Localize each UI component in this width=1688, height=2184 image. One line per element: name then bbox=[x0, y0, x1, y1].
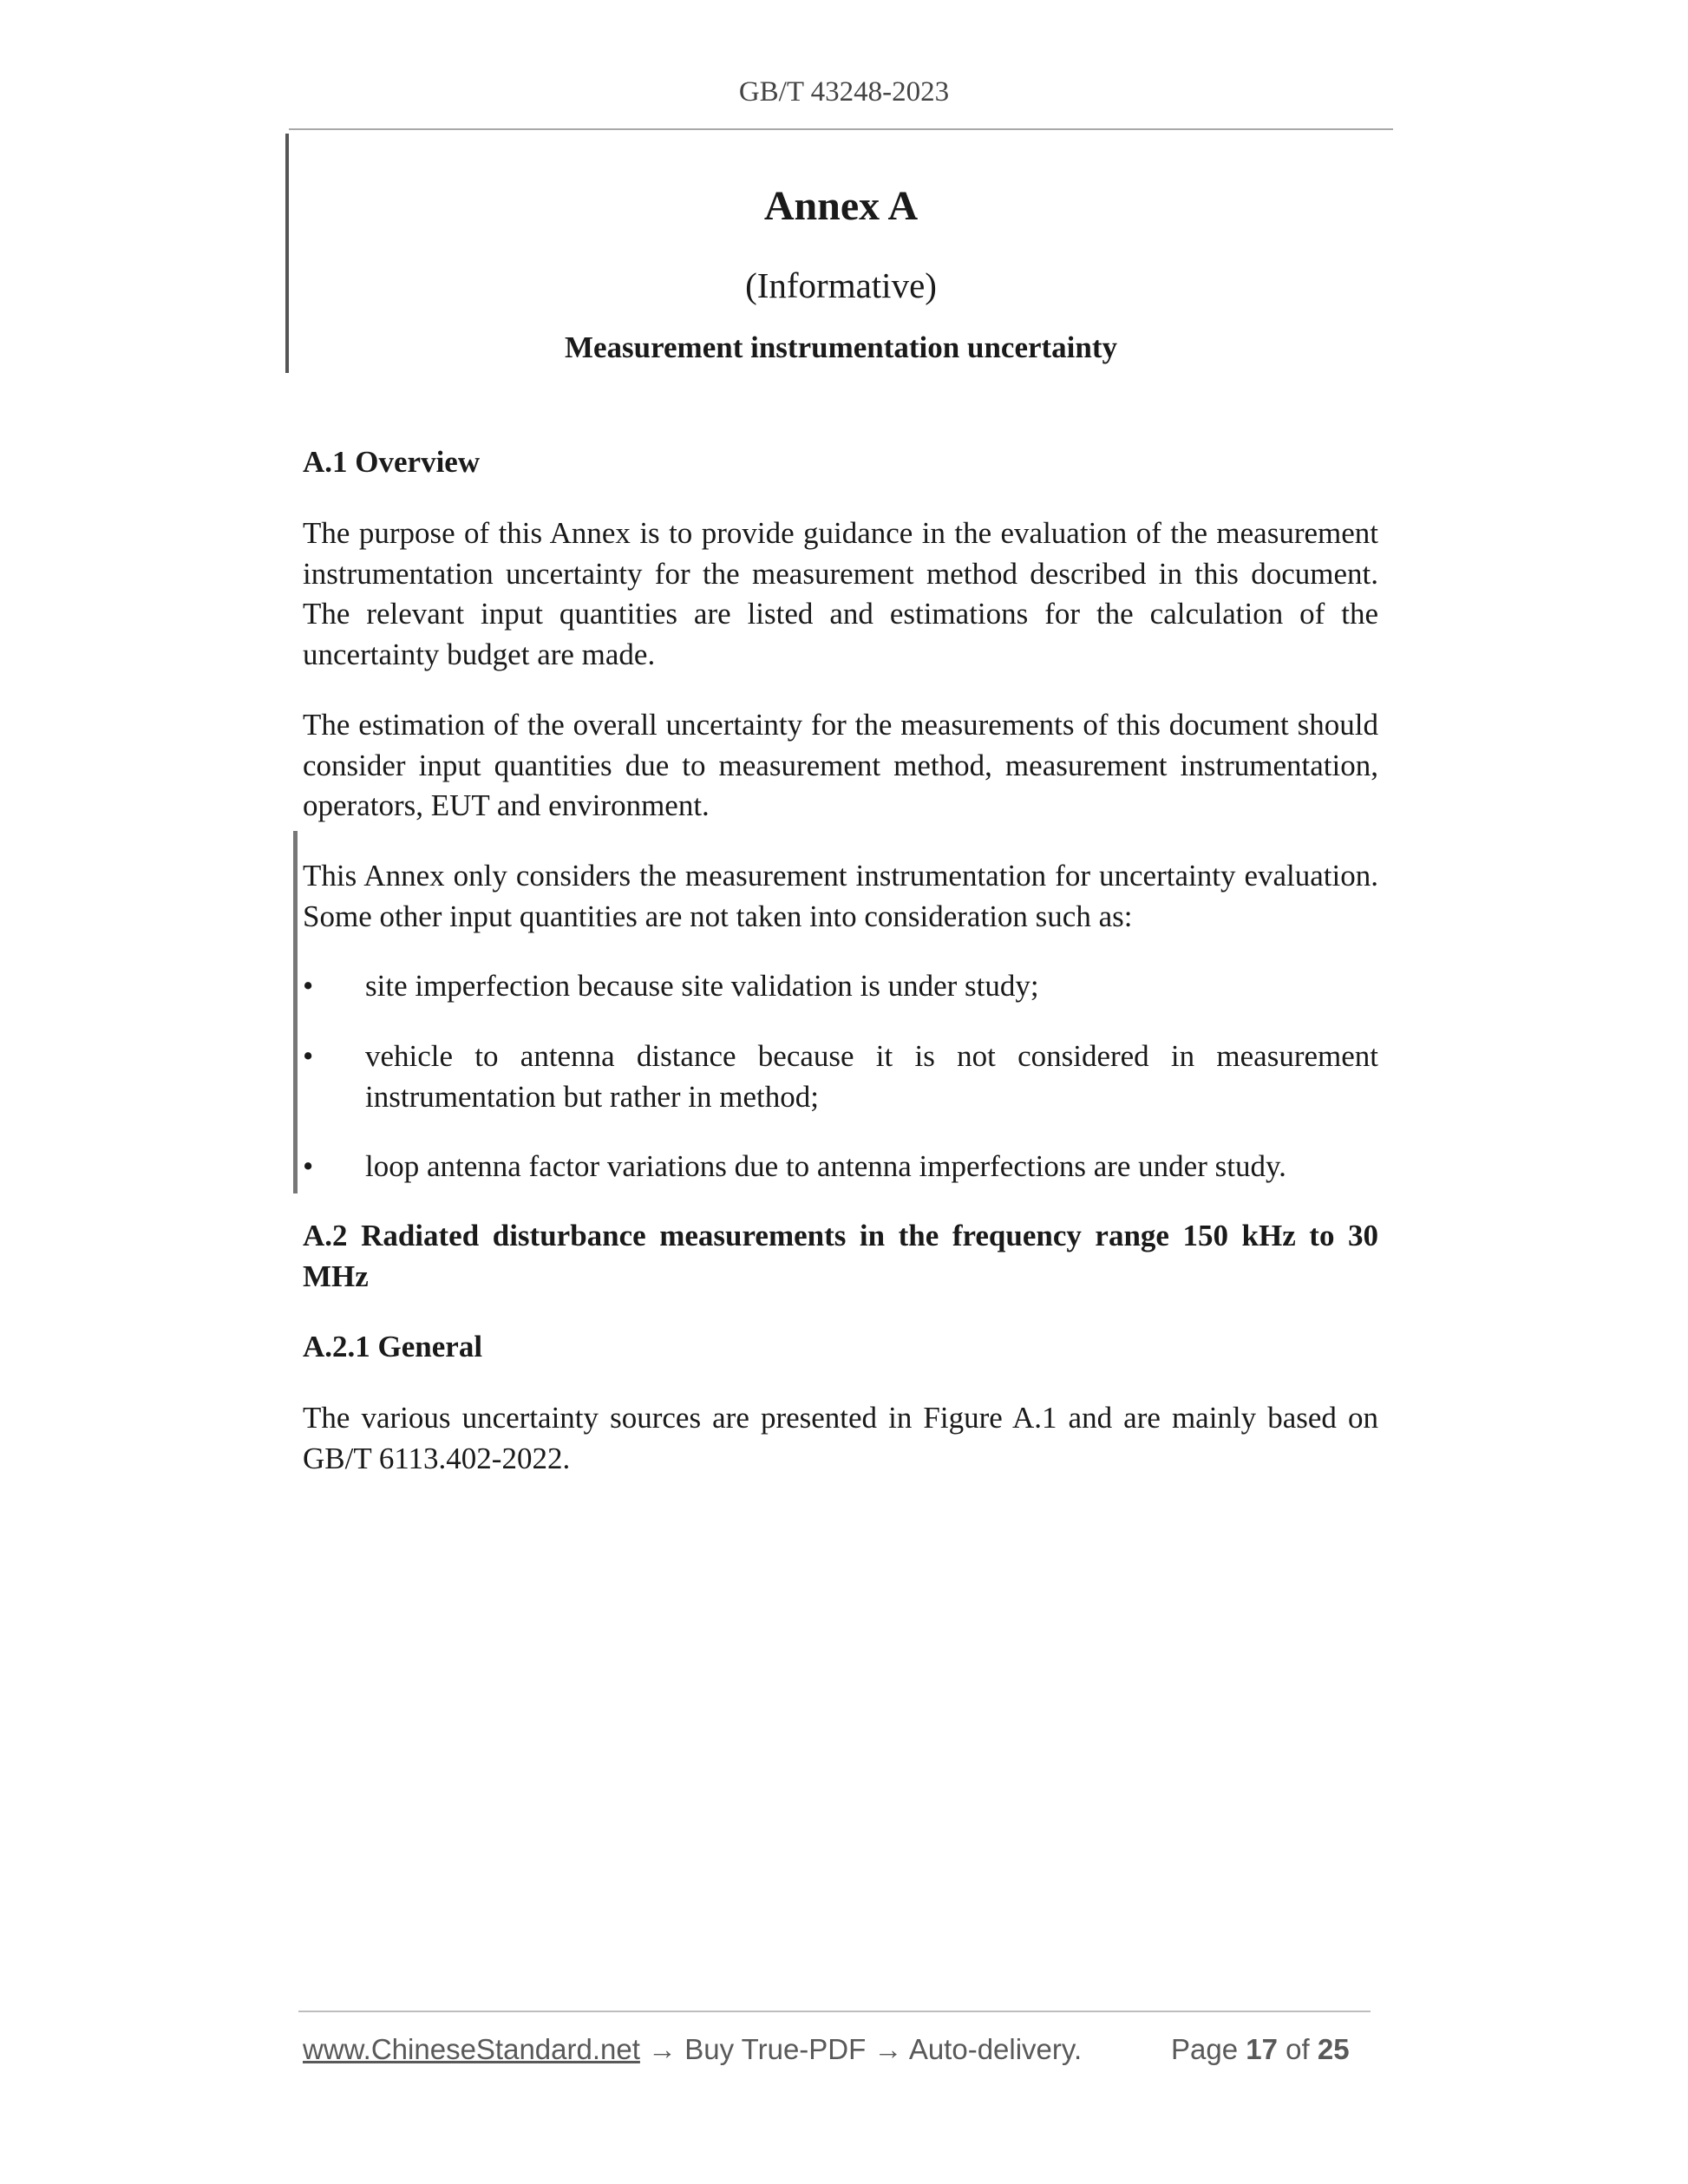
section-a2-heading: A.2 Radiated disturbance measurements in the frequency range 150 kHz to 30 MHz bbox=[303, 1219, 1378, 1293]
bullet-text: site imperfection because site validation is under study; bbox=[365, 969, 1039, 1003]
annex-title: Annex A bbox=[763, 183, 919, 229]
section-a1-paragraph-3: This Annex only considers the measurement instrumentation for uncertainty evaluation. Some other input quantities are not taken into consideration such as: bbox=[303, 859, 1378, 933]
document-number-header: GB/T 43248-2023 bbox=[738, 76, 950, 108]
annex-subtitle: (Informative) bbox=[745, 265, 937, 305]
bullet-icon: • bbox=[303, 1039, 314, 1073]
page-indicator bbox=[1171, 2033, 1350, 2066]
bullet-text: vehicle to antenna distance because it is not considered in measurement instrumentation but rather in method; bbox=[365, 1039, 1378, 1114]
total-pages-number: 25 bbox=[1317, 2033, 1350, 2065]
current-page-number: 17 bbox=[1246, 2033, 1278, 2065]
page-label: Page bbox=[1171, 2033, 1239, 2065]
footer-promo bbox=[303, 2033, 1082, 2066]
of-label: of bbox=[1286, 2033, 1310, 2065]
section-a21-paragraph: The various uncertainty sources are presented in Figure A.1 and are mainly based on GB/T 6113.402-2022. bbox=[303, 1401, 1378, 1475]
annex-heading: Measurement instrumentation uncertainty bbox=[564, 330, 1118, 364]
section-a1-heading: A.1 Overview bbox=[303, 445, 481, 479]
header-divider bbox=[289, 128, 1393, 130]
website-link[interactable]: www.ChineseStandard.net bbox=[303, 2033, 640, 2065]
change-bar bbox=[293, 831, 298, 1193]
section-a1-paragraph-2: The estimation of the overall uncertainty for the measurements of this document should consider input quantities due to measurement method, measurement instrumentation, operators, EUT and environment. bbox=[303, 708, 1378, 822]
footer-tagline: → Buy True-PDF → Auto-delivery. bbox=[639, 2033, 1083, 2065]
footer-divider bbox=[298, 2011, 1371, 2012]
section-a21-heading: A.2.1 General bbox=[303, 1330, 483, 1363]
bullet-text: loop antenna factor variations due to antenna imperfections are under study. bbox=[365, 1149, 1286, 1183]
bullet-icon: • bbox=[303, 969, 314, 1003]
bullet-icon: • bbox=[303, 1149, 314, 1183]
section-a1-paragraph-1: The purpose of this Annex is to provide guidance in the evaluation of the measurement instrumentation uncertainty for the measurement method described in this document. The relevant input quantities are listed and estimations for the calculation of the uncertainty budget are made. bbox=[303, 516, 1378, 671]
